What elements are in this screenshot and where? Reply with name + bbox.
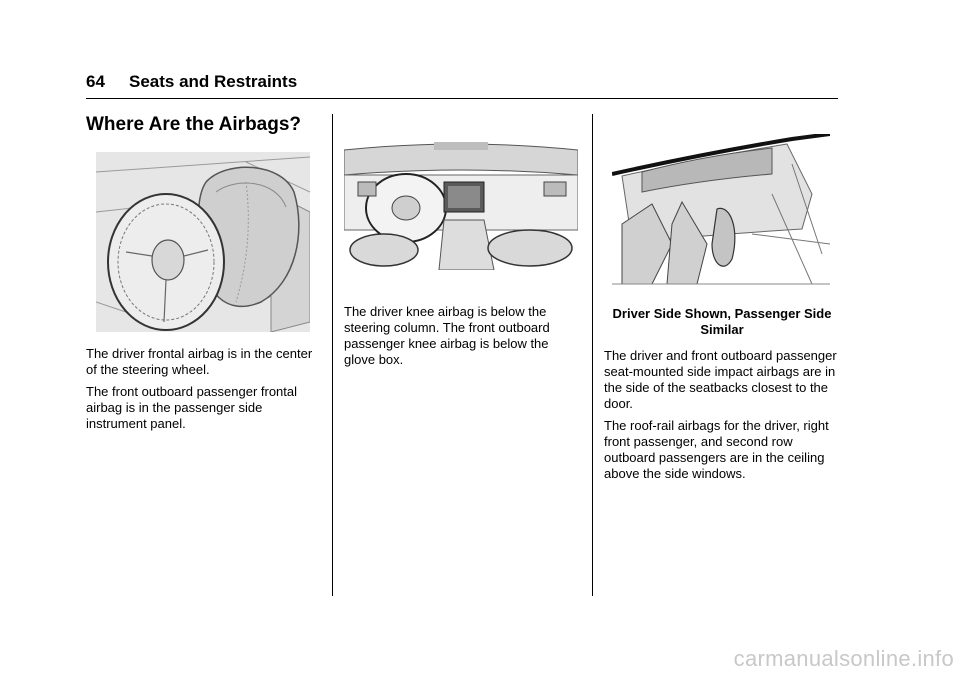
col3-paragraph-1: The driver and front outboard passenger seat-mounted side impact airbags are in the side of the seatbacks closest to the door.	[604, 348, 837, 411]
column-divider-1	[332, 114, 333, 596]
section-title: Where Are the Airbags?	[86, 114, 302, 135]
column-divider-2	[592, 114, 593, 596]
frontal-airbag-illustration	[96, 152, 310, 332]
watermark-text: carmanualsonline.info	[733, 646, 954, 671]
col1-paragraph-2: The front outboard passenger frontal airbag is in the passenger side instrument panel.	[86, 384, 298, 431]
knee-airbag-illustration	[344, 140, 578, 270]
col2-paragraph-1: The driver knee airbag is below the steering column. The front outboard passenger knee airbag is below the glove box.	[344, 304, 550, 367]
col3-paragraph-2: The roof-rail airbags for the driver, right front passenger, and second row outboard passengers are in the ceiling above the side windows.	[604, 418, 829, 481]
side-roof-rail-airbag-illustration	[612, 134, 830, 290]
col1-paragraph-1: The driver frontal airbag is in the center of the steering wheel.	[86, 346, 313, 377]
chapter-title: Seats and Restraints	[129, 72, 298, 91]
figure-caption: Driver Side Shown, Passenger Side Similar	[612, 306, 832, 337]
page-header	[86, 72, 838, 99]
page-number: 64	[86, 72, 105, 91]
